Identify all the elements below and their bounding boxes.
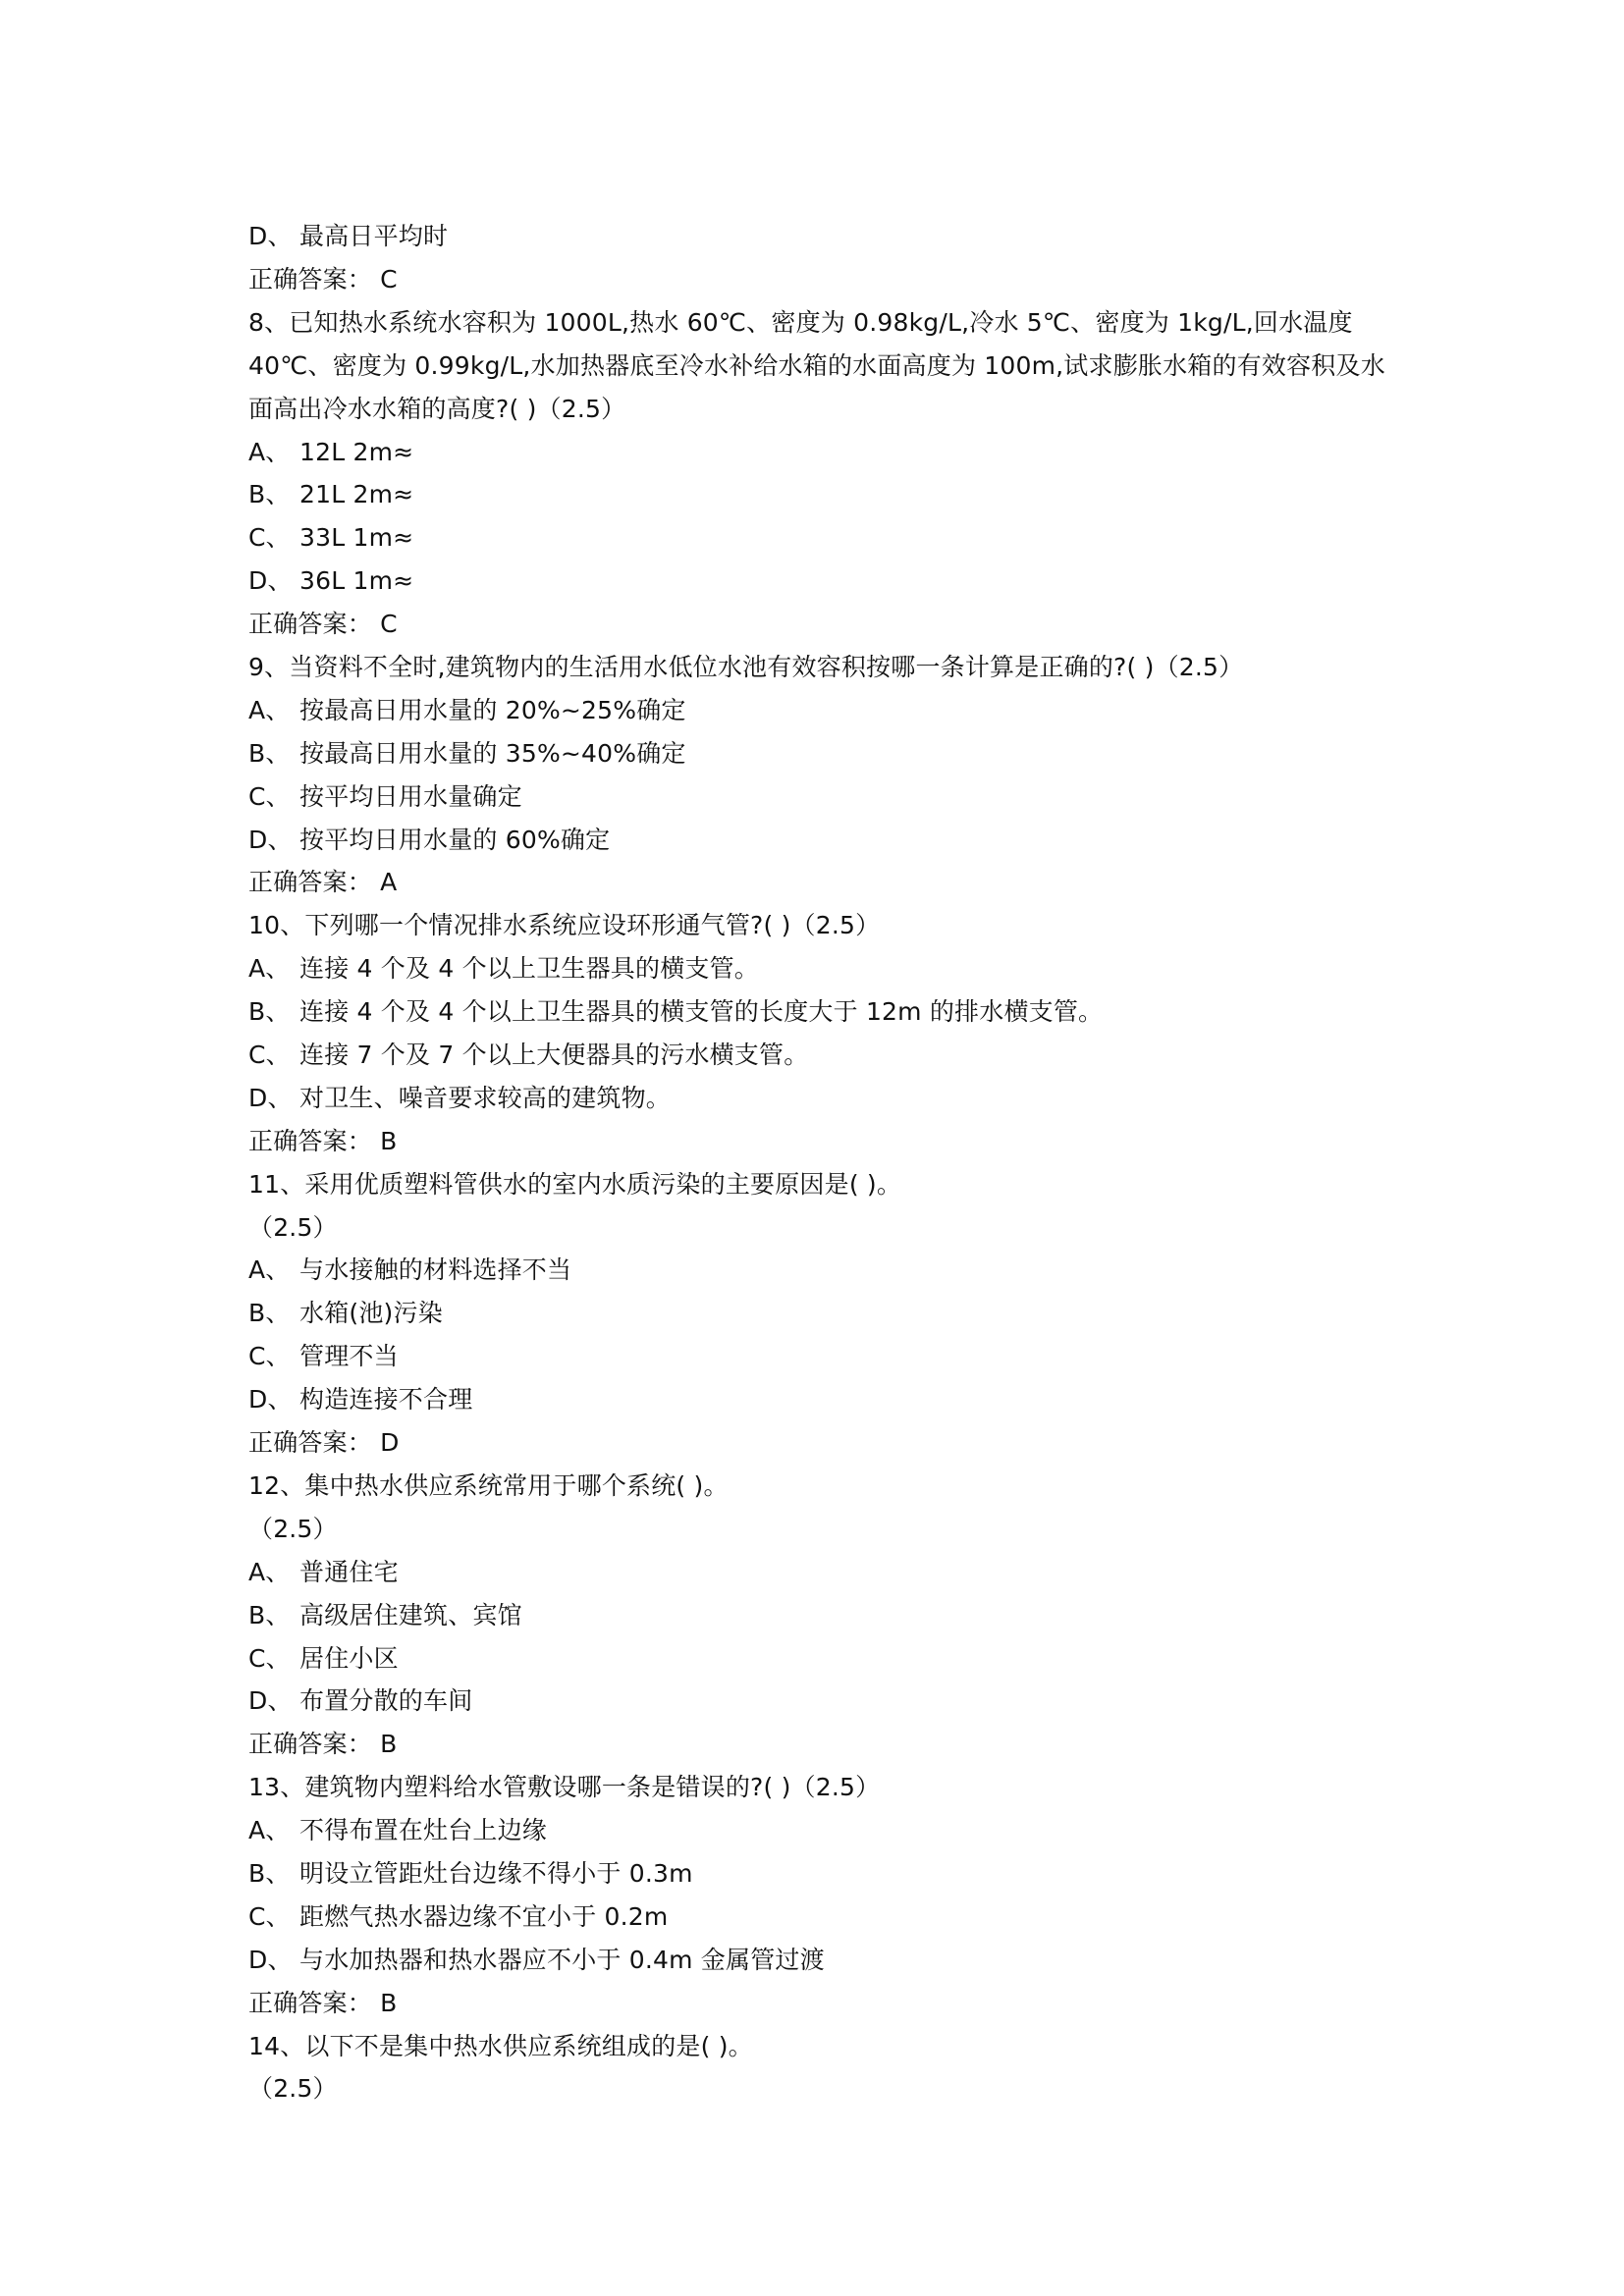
answer-line: 正确答案： B xyxy=(248,1730,398,1759)
question-text: 9、当资料不全时,建筑物内的生活用水低位水池有效容积按哪一条计算是正确的?( )（2.5） xyxy=(248,652,1244,681)
option-line xyxy=(248,947,1387,990)
option-line xyxy=(248,560,1387,603)
answer-line: 正确答案： B xyxy=(248,1988,398,2017)
option-line xyxy=(248,1249,1387,1292)
option-text: 距燃气热水器边缘不宜小于 0.2m xyxy=(299,1901,669,1931)
option-line xyxy=(248,431,1387,474)
option-line xyxy=(248,1378,1387,1421)
option-letter: B、 xyxy=(248,997,291,1027)
option-text: 管理不当 xyxy=(299,1342,399,1371)
option-text: 21L 2m≈ xyxy=(299,480,414,509)
option-letter: B、 xyxy=(248,1600,291,1629)
option-letter: D、 xyxy=(248,1686,293,1716)
option-text: 12L 2m≈ xyxy=(299,437,414,466)
option-text: 连接 7 个及 7 个以上大便器具的污水横支管。 xyxy=(299,1041,809,1069)
option-text: 按最高日用水量的 20%~25%确定 xyxy=(299,695,686,724)
score-line: （2.5） xyxy=(248,1212,338,1242)
option-line xyxy=(248,1939,1387,1982)
option-letter: B、 xyxy=(248,738,291,768)
option-letter: B、 xyxy=(248,480,291,509)
option-text: 布置分散的车间 xyxy=(299,1686,473,1716)
question-text: 12、集中热水供应系统常用于哪个系统( )。 xyxy=(248,1470,729,1500)
option-letter: A、 xyxy=(248,1816,291,1845)
option-letter: C、 xyxy=(248,1041,291,1069)
answer-line: 正确答案： C xyxy=(248,264,398,294)
option-letter: D、 xyxy=(248,1385,293,1415)
answer-line: 正确答案： C xyxy=(248,610,398,639)
option-line xyxy=(248,990,1387,1034)
score-line: （2.5） xyxy=(248,1514,338,1543)
option-letter: A、 xyxy=(248,1557,291,1586)
option-text: 居住小区 xyxy=(299,1643,399,1673)
question-text: 13、建筑物内塑料给水管敷设哪一条是错误的?( )（2.5） xyxy=(248,1773,881,1802)
question-text: 10、下列哪一个情况排水系统应设环形通气管?( )（2.5） xyxy=(248,911,881,940)
score-line: （2.5） xyxy=(248,2074,338,2104)
option-text: 水箱(池)污染 xyxy=(299,1299,443,1328)
option-letter: D、 xyxy=(248,566,293,596)
option-text: 构造连接不合理 xyxy=(299,1385,473,1415)
option-line xyxy=(248,689,1387,732)
option-letter: A、 xyxy=(248,437,291,466)
option-letter: D、 xyxy=(248,1083,293,1112)
question-text: 14、以下不是集中热水供应系统组成的是( )。 xyxy=(248,2031,753,2060)
option-text: 36L 1m≈ xyxy=(299,566,414,596)
option-line xyxy=(248,1896,1387,1939)
option-letter: C、 xyxy=(248,781,291,811)
option-text: 按最高日用水量的 35%~40%确定 xyxy=(299,738,686,768)
option-text: 连接 4 个及 4 个以上卫生器具的横支管。 xyxy=(299,954,760,984)
answer-line: 正确答案： B xyxy=(248,1126,398,1155)
option-text: 与水加热器和热水器应不小于 0.4m 金属管过渡 xyxy=(299,1945,825,1974)
option-text: 不得布置在灶台上边缘 xyxy=(299,1816,548,1845)
option-line xyxy=(248,1809,1387,1852)
option-line xyxy=(248,1551,1387,1594)
option-letter: C、 xyxy=(248,1342,291,1371)
option-letter: D、 xyxy=(248,1945,293,1974)
option-text: 33L 1m≈ xyxy=(299,523,414,553)
option-letter: D、 xyxy=(248,825,293,854)
option-letter: C、 xyxy=(248,1901,291,1931)
option-letter: A、 xyxy=(248,954,291,984)
option-letter: A、 xyxy=(248,1255,291,1285)
option-line xyxy=(248,1852,1387,1896)
option-line xyxy=(248,1637,1387,1681)
option-line xyxy=(248,732,1387,775)
option-line xyxy=(248,775,1387,819)
answer-line: 正确答案： A xyxy=(248,868,398,897)
option-letter: C、 xyxy=(248,1643,291,1673)
option-letter: A、 xyxy=(248,695,291,724)
answer-line: 正确答案： D xyxy=(248,1428,400,1458)
option-text: 按平均日用水量的 60%确定 xyxy=(299,825,611,854)
option-line xyxy=(248,1335,1387,1378)
option-line xyxy=(248,516,1387,560)
option-letter: B、 xyxy=(248,1858,291,1888)
question-text: 8、已知热水系统水容积为 1000L,热水 60℃、密度为 0.98kg/L,冷水 5℃、密度为 1kg/L,回水温度 40℃、密度为 0.99kg/L,水加热器底至冷水补给水箱的水面高度为 100m,试求膨胀水箱的有效容积及水面高出冷水水箱的高度?( )（2.5） xyxy=(248,307,1385,423)
option-line xyxy=(248,1077,1387,1120)
option-line xyxy=(248,1034,1387,1077)
option-text: 对卫生、噪音要求较高的建筑物。 xyxy=(299,1083,672,1112)
option-text: 普通住宅 xyxy=(299,1557,399,1586)
option-line xyxy=(248,473,1387,516)
option-line xyxy=(248,1594,1387,1637)
option-letter: D、 xyxy=(248,222,293,250)
option-text: 高级居住建筑、宾馆 xyxy=(299,1600,522,1629)
option-line xyxy=(248,215,1387,258)
question-text: 11、采用优质塑料管供水的室内水质污染的主要原因是( )。 xyxy=(248,1169,902,1199)
option-text: 与水接触的材料选择不当 xyxy=(299,1255,572,1285)
document-body xyxy=(248,215,1387,2110)
option-letter: C、 xyxy=(248,523,291,553)
option-line xyxy=(248,1680,1387,1723)
option-line xyxy=(248,1292,1387,1335)
option-text: 连接 4 个及 4 个以上卫生器具的横支管的长度大于 12m 的排水横支管。 xyxy=(299,997,1104,1027)
option-letter: B、 xyxy=(248,1299,291,1328)
option-text: 最高日平均时 xyxy=(299,222,449,250)
option-text: 按平均日用水量确定 xyxy=(299,781,522,811)
option-line xyxy=(248,819,1387,862)
option-text: 明设立管距灶台边缘不得小于 0.3m xyxy=(299,1858,693,1888)
